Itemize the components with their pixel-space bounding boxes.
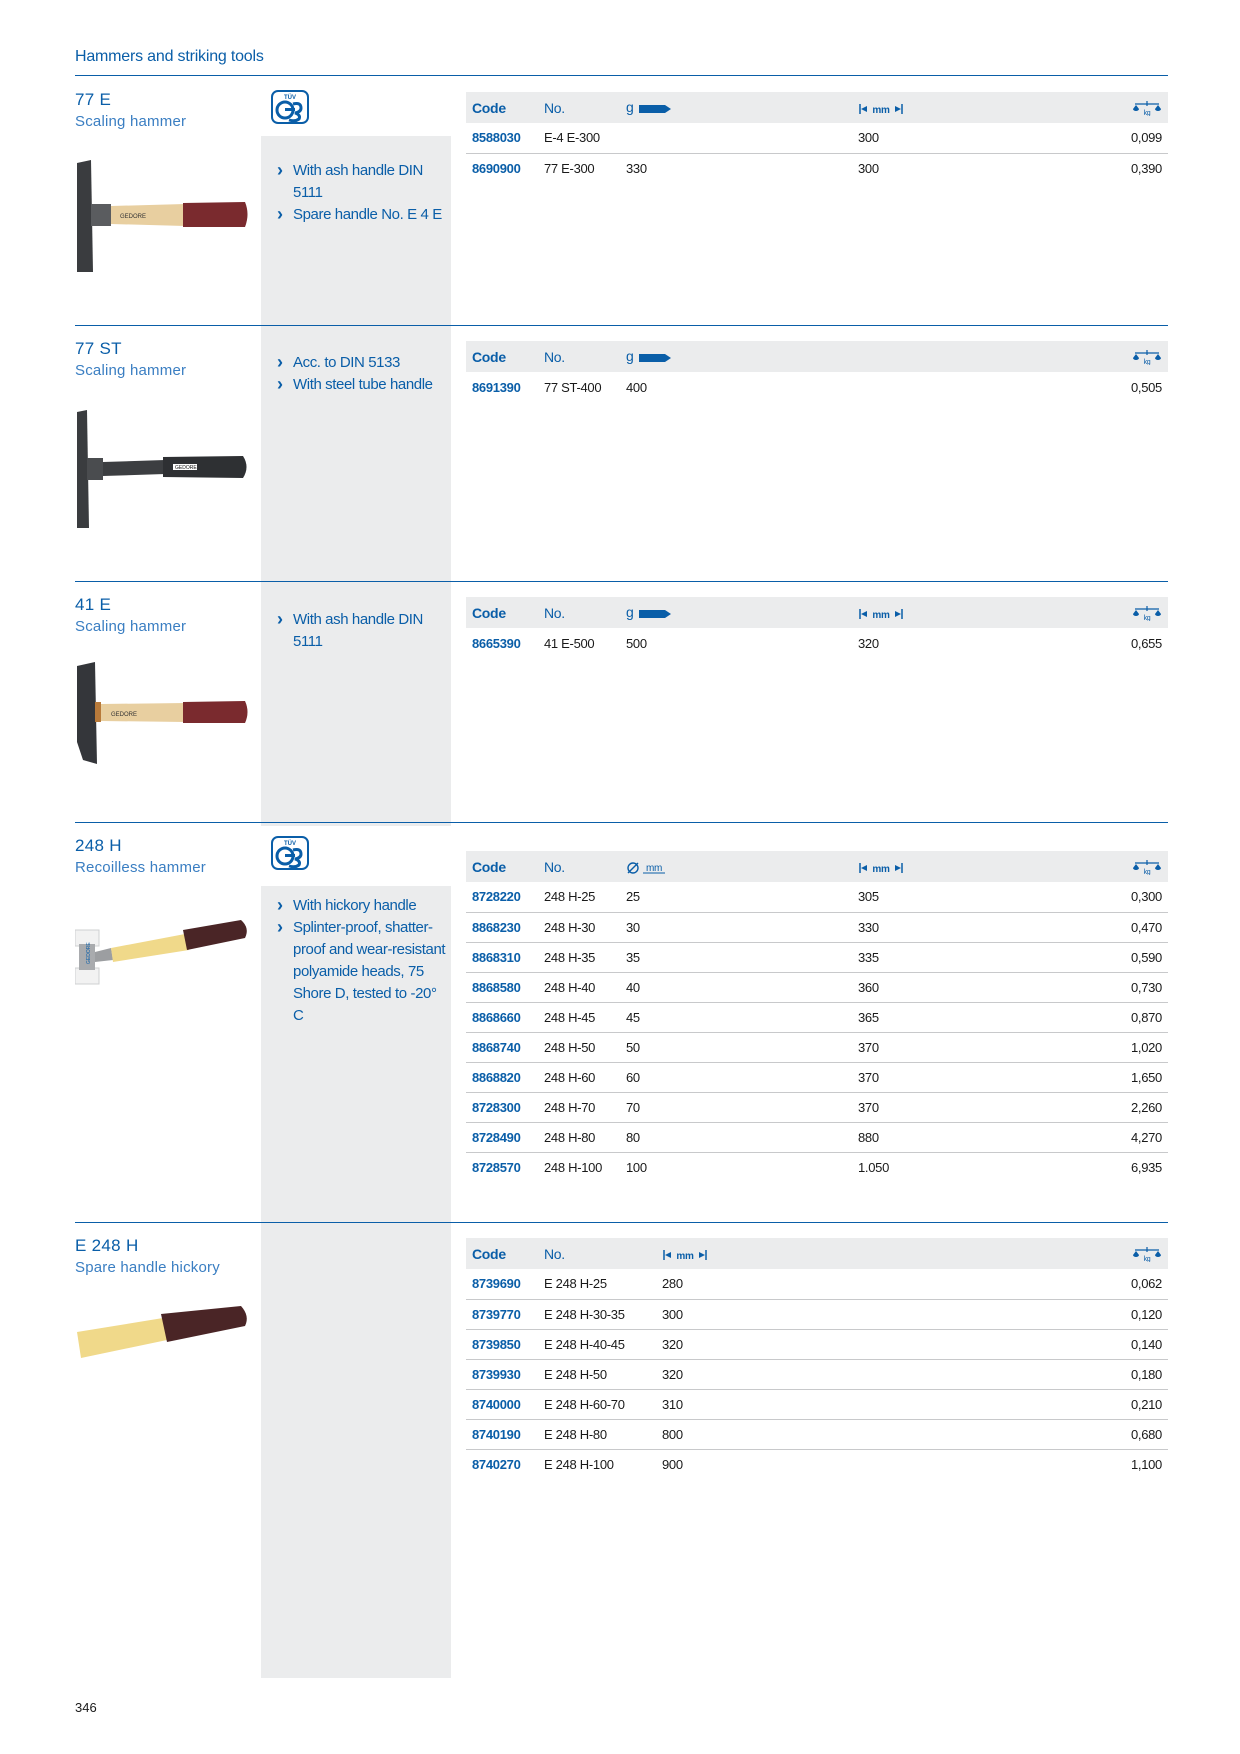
table-row (466, 123, 1168, 153)
g-head-icon (637, 102, 673, 116)
svg-text:GEDORE: GEDORE (86, 942, 92, 964)
cell-code: 8739690 (466, 1269, 538, 1299)
col-mm (656, 1238, 950, 1269)
length-mm-icon (662, 1248, 708, 1262)
scaling-hammer-77st-image (75, 410, 250, 530)
cell-diameter: 45 (620, 1002, 852, 1032)
cell-code: 8690900 (472, 160, 521, 176)
table-row (466, 1389, 1168, 1419)
cell-mm: 310 (656, 1389, 950, 1419)
cell-code: 8728300 (466, 1092, 538, 1122)
g-head-icon (637, 351, 673, 365)
cell-mm: 370 (852, 1032, 1033, 1062)
cell-kg: 0,470 (1033, 912, 1168, 942)
cell-mm: 320 (656, 1329, 950, 1359)
cell-code: 8739770 (466, 1299, 538, 1329)
product-number: 41 E (75, 595, 112, 614)
cell-mm: 370 (852, 1092, 1033, 1122)
table-row (466, 1269, 1168, 1299)
g-head-icon (637, 607, 673, 621)
cell-code: 8588030 (466, 123, 538, 153)
cell-code: 8868820 (466, 1062, 538, 1092)
cell-mm: 280 (656, 1269, 950, 1299)
cell-g: 330 (626, 160, 647, 176)
feature-item: › With steel tube handle (277, 374, 447, 396)
section-rule (75, 1222, 1168, 1223)
cell-no: 248 H-80 (538, 1122, 620, 1152)
cell-kg: 0,655 (1130, 635, 1162, 651)
table-row (466, 912, 1168, 942)
cell-kg: 2,260 (1033, 1092, 1168, 1122)
col-g: g (620, 341, 937, 372)
cell-diameter: 35 (620, 942, 852, 972)
col-no: No. (538, 92, 620, 123)
cell-diameter: 60 (620, 1062, 852, 1092)
scaling-hammer-77e-image (75, 160, 250, 275)
cell-kg: 0,120 (950, 1299, 1168, 1329)
cell-kg: 0,062 (950, 1269, 1168, 1299)
diameter-mm-icon (626, 861, 666, 875)
col-no: No. (538, 597, 620, 628)
col-mm (852, 92, 1033, 123)
cell-diameter: 25 (620, 882, 852, 912)
cell-code: 8868230 (466, 912, 538, 942)
col-code: Code (466, 851, 538, 882)
col-mm (852, 597, 1033, 628)
table-row (466, 1122, 1168, 1152)
cell-kg: 0,210 (950, 1389, 1168, 1419)
cell-no: E-4 E-300 (538, 123, 620, 153)
table-row (466, 1092, 1168, 1122)
table-row (466, 1359, 1168, 1389)
col-kg (1033, 851, 1168, 882)
product-number: 248 H (75, 836, 122, 855)
cell-no: 248 H-50 (538, 1032, 620, 1062)
cell-no: 248 H-30 (538, 912, 620, 942)
recoilless-hammer-248h-image (75, 918, 250, 1008)
table-row (466, 1062, 1168, 1092)
cell-mm: 335 (852, 942, 1033, 972)
cell-g (620, 123, 852, 153)
col-kg (950, 1238, 1168, 1269)
cell-kg: 0,680 (950, 1419, 1168, 1449)
length-mm-icon (858, 102, 904, 116)
product-number: 77 ST (75, 339, 122, 358)
product-table-248h (466, 851, 1168, 1182)
cell-code: 8868740 (466, 1032, 538, 1062)
table-row (466, 372, 1168, 402)
svg-text:GEDORE: GEDORE (175, 465, 197, 471)
cell-kg: 0,870 (1033, 1002, 1168, 1032)
section-rule (75, 822, 1168, 823)
length-mm-icon (858, 861, 904, 875)
table-header-row (466, 851, 1168, 882)
col-code: Code (466, 1238, 538, 1269)
cell-code: 8740000 (466, 1389, 538, 1419)
feature-list (277, 160, 447, 226)
header-rule (75, 75, 1168, 76)
cell-diameter: 70 (620, 1092, 852, 1122)
cell-no: E 248 H-80 (538, 1419, 656, 1449)
feature-item: › Splinter-proof, shatter-proof and wear-resistant polyamide heads, 75 Shore D, tested to -20° C (277, 917, 447, 1027)
table-row (466, 1329, 1168, 1359)
cell-mm: 320 (656, 1359, 950, 1389)
cell-mm: 320 (858, 635, 879, 651)
svg-text:GEDORE: GEDORE (120, 214, 147, 220)
col-kg (1033, 597, 1168, 628)
product-name: Spare handle hickory (75, 1259, 220, 1276)
product-number: 77 E (75, 90, 112, 109)
cell-no: E 248 H-60-70 (538, 1389, 656, 1419)
table-row (466, 1299, 1168, 1329)
cell-mm: 305 (852, 882, 1033, 912)
cell-diameter: 30 (620, 912, 852, 942)
col-no: No. (538, 1238, 656, 1269)
product-name: Scaling hammer (75, 618, 187, 635)
cell-no: 248 H-40 (538, 972, 620, 1002)
col-g: g (620, 597, 852, 628)
cell-mm: 330 (852, 912, 1033, 942)
cell-code: 8728570 (472, 1159, 521, 1175)
table-row (466, 1002, 1168, 1032)
cell-diameter: 40 (620, 972, 852, 1002)
table-row (466, 882, 1168, 912)
cell-mm: 300 (656, 1299, 950, 1329)
col-code: Code (466, 597, 538, 628)
product-name: Scaling hammer (75, 113, 187, 130)
product-name: Scaling hammer (75, 362, 187, 379)
product-table-41e (466, 597, 1168, 658)
cell-g: 400 (626, 379, 647, 395)
product-table-77st (466, 341, 1168, 402)
cell-code: 8665390 (472, 635, 521, 651)
cell-g: 500 (626, 635, 647, 651)
table-row (466, 153, 1168, 183)
cell-kg: 0,505 (1130, 379, 1162, 395)
page-header: Hammers and striking tools (75, 48, 264, 65)
cell-diameter: 80 (620, 1122, 852, 1152)
table-row (466, 1152, 1168, 1182)
section-rule (75, 581, 1168, 582)
cell-kg: 1,020 (1033, 1032, 1168, 1062)
col-kg (937, 341, 1168, 372)
cell-mm: 360 (852, 972, 1033, 1002)
product-name: Recoilless hammer (75, 859, 206, 876)
product-number: E 248 H (75, 1236, 139, 1255)
col-g: g (620, 92, 852, 123)
feature-list (277, 609, 447, 653)
cell-code: 8739850 (466, 1329, 538, 1359)
cell-code: 8740270 (472, 1456, 521, 1472)
feature-item: › With ash handle DIN 5111 (277, 609, 447, 653)
cell-code: 8739930 (466, 1359, 538, 1389)
table-header-row (466, 1238, 1168, 1269)
table-header-row (466, 597, 1168, 628)
cell-kg: 0,140 (950, 1329, 1168, 1359)
col-diameter (620, 851, 852, 882)
feature-list (277, 895, 447, 1027)
col-no: No. (538, 341, 620, 372)
cell-mm: 1.050 (858, 1159, 890, 1175)
product-table-e248h (466, 1238, 1168, 1479)
gs-certification-icon (271, 836, 309, 870)
cell-kg: 1,650 (1033, 1062, 1168, 1092)
table-row (466, 972, 1168, 1002)
cell-kg: 0,099 (1033, 123, 1168, 153)
cell-diameter: 100 (626, 1159, 647, 1175)
feature-item: › Acc. to DIN 5133 (277, 352, 447, 374)
cell-diameter: 50 (620, 1032, 852, 1062)
scale-kg-icon (1132, 859, 1162, 875)
svg-text:GEDORE: GEDORE (111, 712, 138, 718)
scaling-hammer-41e-image (75, 662, 250, 764)
length-mm-icon (858, 607, 904, 621)
cell-no: E 248 H-100 (544, 1456, 614, 1472)
table-row (466, 1449, 1168, 1479)
spare-handle-hickory-image (75, 1304, 250, 1360)
cell-kg: 0,180 (950, 1359, 1168, 1389)
table-header-row (466, 92, 1168, 123)
scale-kg-icon (1132, 1246, 1162, 1262)
cell-kg: 6,935 (1130, 1159, 1162, 1175)
table-row (466, 1032, 1168, 1062)
cell-mm: 300 (858, 160, 879, 176)
feature-list (277, 352, 447, 396)
col-code: Code (466, 341, 538, 372)
cell-kg: 1,100 (1130, 1456, 1162, 1472)
cell-code: 8740190 (466, 1419, 538, 1449)
table-row (466, 1419, 1168, 1449)
table-row (466, 942, 1168, 972)
cell-no: 248 H-25 (538, 882, 620, 912)
cell-kg: 0,590 (1033, 942, 1168, 972)
cell-no: 248 H-35 (538, 942, 620, 972)
cell-no: 248 H-45 (538, 1002, 620, 1032)
section-rule (75, 325, 1168, 326)
scale-kg-icon (1132, 349, 1162, 365)
cell-code: 8728490 (466, 1122, 538, 1152)
table-row (466, 628, 1168, 658)
cell-code: 8691390 (472, 379, 521, 395)
page-number: 346 (75, 1700, 97, 1715)
feature-item: › Spare handle No. E 4 E (277, 204, 447, 226)
cell-no: 77 ST-400 (544, 379, 602, 395)
cell-kg: 4,270 (1033, 1122, 1168, 1152)
feature-item: › With hickory handle (277, 895, 447, 917)
cell-no: E 248 H-25 (538, 1269, 656, 1299)
feature-item: › With ash handle DIN 5111 (277, 160, 447, 204)
cell-no: 248 H-100 (544, 1159, 603, 1175)
product-table-77e (466, 92, 1168, 183)
cell-kg: 0,300 (1033, 882, 1168, 912)
cell-no: 248 H-70 (538, 1092, 620, 1122)
cell-kg: 0,390 (1130, 160, 1162, 176)
cell-no: 77 E-300 (544, 160, 595, 176)
cell-code: 8868660 (466, 1002, 538, 1032)
cell-no: E 248 H-30-35 (538, 1299, 656, 1329)
scale-kg-icon (1132, 100, 1162, 116)
table-header-row (466, 341, 1168, 372)
scale-kg-icon (1132, 605, 1162, 621)
cell-no: E 248 H-50 (538, 1359, 656, 1389)
cell-mm: 800 (656, 1419, 950, 1449)
col-mm (852, 851, 1033, 882)
cell-mm: 300 (852, 123, 1033, 153)
cell-no: 41 E-500 (544, 635, 595, 651)
col-code: Code (466, 92, 538, 123)
cell-code: 8868310 (466, 942, 538, 972)
col-kg (1033, 92, 1168, 123)
gs-certification-icon (271, 90, 309, 124)
cell-mm: 370 (852, 1062, 1033, 1092)
cell-code: 8868580 (466, 972, 538, 1002)
col-no: No. (538, 851, 620, 882)
cell-mm: 900 (662, 1456, 683, 1472)
cell-kg: 0,730 (1033, 972, 1168, 1002)
cell-no: E 248 H-40-45 (538, 1329, 656, 1359)
cell-code: 8728220 (466, 882, 538, 912)
cell-no: 248 H-60 (538, 1062, 620, 1092)
cell-mm: 880 (852, 1122, 1033, 1152)
cell-mm: 365 (852, 1002, 1033, 1032)
